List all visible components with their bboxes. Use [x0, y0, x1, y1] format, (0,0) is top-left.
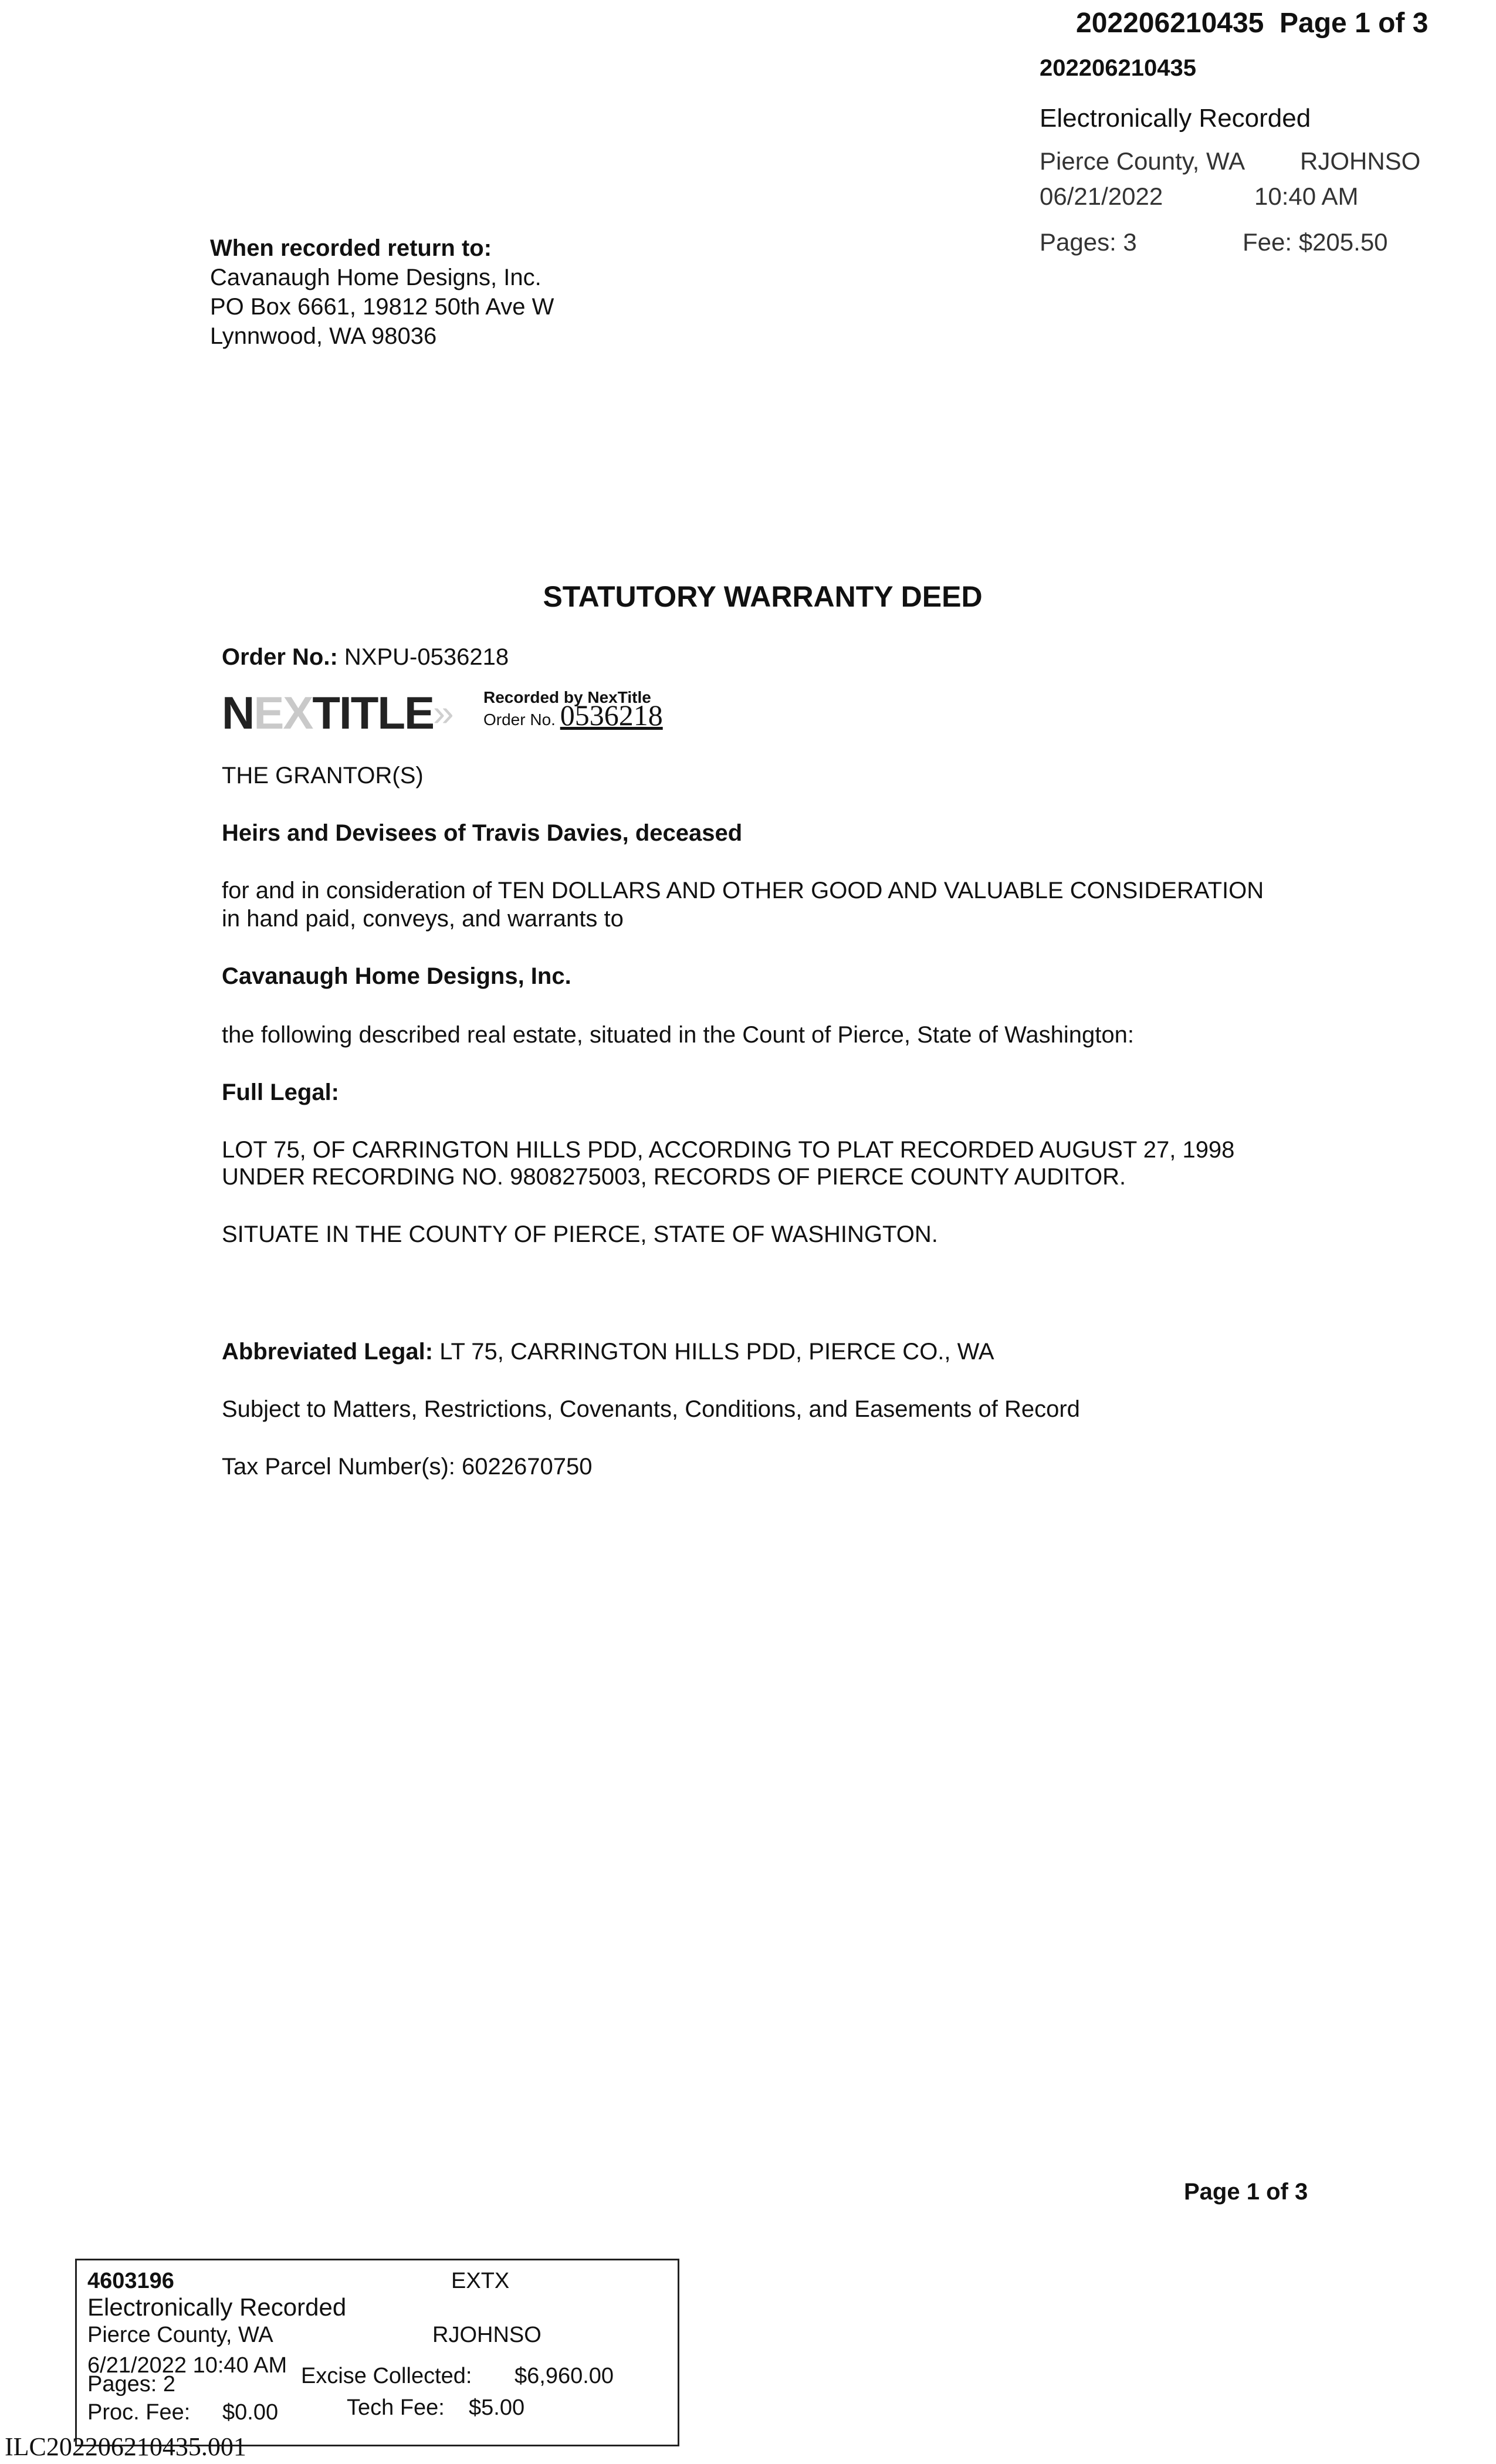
consideration-line-1: for and in consideration of TEN DOLLARS AND OTHER GOOD AND VALUABLE CONSIDERATION: [222, 878, 1264, 903]
abbreviated-legal-line: [222, 1338, 994, 1366]
return-to-heading: When recorded return to:: [210, 235, 492, 261]
legal-line-1: LOT 75, OF CARRINGTON HILLS PDD, ACCORDING TO PLAT RECORDED AUGUST 27, 1998: [222, 1137, 1235, 1163]
header-page-label: Page 1 of 3: [1280, 8, 1429, 39]
order-label: Order No.:: [222, 644, 338, 670]
order-number: NXPU-0536218: [344, 644, 509, 670]
return-to-line-2: PO Box 6661, 19812 50th Ave W: [210, 294, 554, 320]
order-number-line: [222, 643, 509, 671]
excise-code: EXTX: [451, 2269, 510, 2293]
stamp-document-number: 202206210435: [1040, 55, 1196, 81]
stamp-time: 10:40 AM: [1254, 182, 1359, 210]
stamp-pages: Pages: 3: [1040, 228, 1137, 256]
tech-fee-value: $5.00: [469, 2395, 525, 2420]
tech-fee-label: Tech Fee:: [347, 2395, 445, 2420]
document-title: STATUTORY WARRANTY DEED: [543, 580, 983, 613]
grantor-heading: THE GRANTOR(S): [222, 763, 424, 788]
grantee-name: Cavanaugh Home Designs, Inc.: [222, 963, 571, 989]
footer-document-id: ILC202206210435.001: [5, 2432, 246, 2461]
full-legal-heading: Full Legal:: [222, 1079, 339, 1105]
abbreviated-legal-value: LT 75, CARRINGTON HILLS PDD, PIERCE CO., WA: [439, 1339, 994, 1365]
stamp-status: Electronically Recorded: [1040, 104, 1311, 133]
logo-order-label: Order No.: [483, 710, 556, 729]
stamp-recorder: RJOHNSO: [1300, 147, 1421, 175]
excise-collected-label: Excise Collected:: [301, 2364, 472, 2388]
header-document-number: 202206210435: [1076, 8, 1264, 39]
excise-county: Pierce County, WA: [87, 2323, 273, 2347]
return-to-line-3: Lynnwood, WA 98036: [210, 323, 437, 349]
return-to-block: [210, 233, 554, 351]
subject-to-line: Subject to Matters, Restrictions, Covenants, Conditions, and Easements of Record: [222, 1396, 1080, 1422]
logo-recorded-by: Recorded by NexTitle: [483, 688, 651, 706]
logo-wordmark: NEXTITLE: [222, 687, 434, 739]
stamp-fee: Fee: $205.50: [1243, 228, 1388, 256]
logo-order-number: 0536218: [560, 699, 663, 732]
consideration-line-2: in hand paid, conveys, and warrants to: [222, 906, 624, 932]
legal-line-2: UNDER RECORDING NO. 9808275003, RECORDS OF PIERCE COUNTY AUDITOR.: [222, 1164, 1126, 1190]
chevron-right-icon: »: [433, 692, 454, 734]
logo-order-stamp: [483, 688, 663, 732]
tax-parcel-line: Tax Parcel Number(s): 6022670750: [222, 1454, 593, 1480]
stamp-county: Pierce County, WA: [1040, 147, 1245, 175]
page-footer: Page 1 of 3: [1184, 2179, 1308, 2205]
excise-status: Electronically Recorded: [87, 2293, 347, 2321]
stamp-date: 06/21/2022: [1040, 182, 1163, 210]
excise-collected-value: $6,960.00: [515, 2364, 614, 2388]
situate-line: SITUATE IN THE COUNTY OF PIERCE, STATE OF WASHINGTON.: [222, 1221, 938, 1247]
proc-fee-label: Proc. Fee:: [87, 2400, 191, 2425]
excise-number: 4603196: [87, 2269, 174, 2293]
excise-datetime: 6/21/2022 10:40 AM: [87, 2353, 287, 2378]
abbreviated-legal-label: Abbreviated Legal:: [222, 1339, 434, 1365]
excise-recorder: RJOHNSO: [432, 2323, 541, 2347]
return-to-line-1: Cavanaugh Home Designs, Inc.: [210, 265, 541, 290]
grantor-name: Heirs and Devisees of Travis Davies, deceased: [222, 820, 743, 846]
excise-stamp-box: [75, 2259, 679, 2446]
excise-pages: Pages: 2: [87, 2372, 175, 2397]
proc-fee-value: $0.00: [222, 2400, 279, 2425]
page-header: [1076, 7, 1428, 39]
situated-line: the following described real estate, situated in the Count of Pierce, State of Washington:: [222, 1022, 1134, 1048]
